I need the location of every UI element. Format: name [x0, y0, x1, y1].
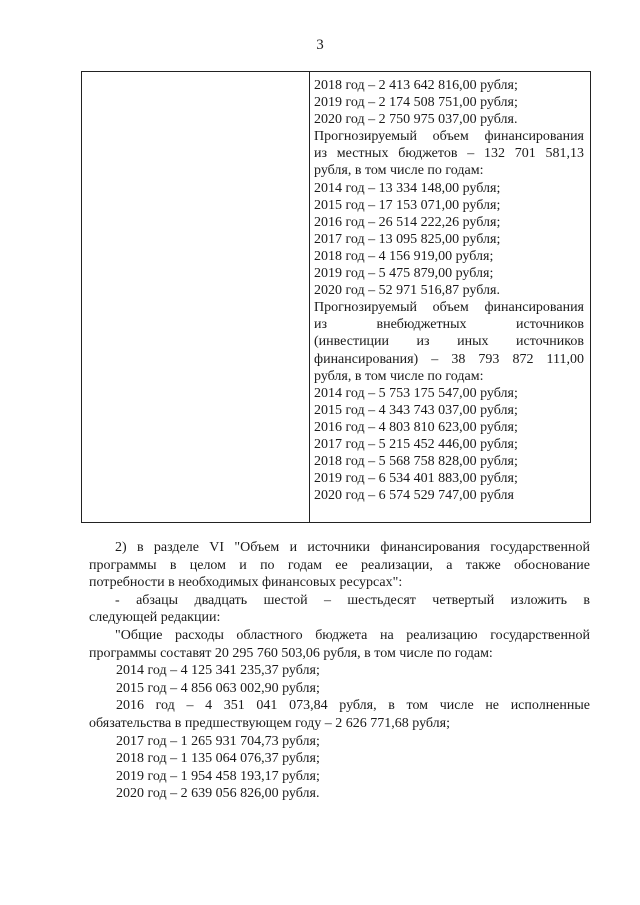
local-budget-year: 2015 год – 17 153 071,00 рубля; — [314, 197, 501, 213]
section-paragraph-line: программы в целом и по годам ее реализации, а также обоснование — [89, 557, 590, 573]
quote-paragraph-line: "Общие расходы областного бюджета на реализацию государственной — [115, 627, 590, 643]
extra-budget-year: 2015 год – 4 343 743 037,00 рубля; — [314, 402, 518, 418]
year-line: 2014 год – 4 125 341 235,37 рубля; — [116, 663, 320, 679]
extra-budget-heading: Прогнозируемый объем финансирования — [314, 300, 584, 316]
year-line: 2017 год – 1 265 931 704,73 рубля; — [116, 733, 320, 749]
bullet-paragraph-line: следующей редакции: — [89, 610, 221, 626]
year-line: 2019 год – 1 954 458 193,17 рубля; — [116, 768, 320, 784]
table-line: 2018 год – 2 413 642 816,00 рубля; — [314, 78, 518, 93]
extra-budget-heading: финансирования) – 38 793 872 111,00 — [314, 351, 584, 367]
local-budget-year: 2020 год – 52 971 516,87 рубля. — [314, 283, 500, 299]
extra-budget-heading-tail: рубля, в том числе по годам: — [314, 368, 484, 384]
extra-budget-year: 2020 год – 6 574 529 747,00 рубля — [314, 488, 514, 504]
extra-budget-year: 2019 год – 6 534 401 883,00 рубля; — [314, 471, 518, 487]
extra-budget-year: 2017 год – 5 215 452 446,00 рубля; — [314, 436, 518, 452]
local-budget-year: 2018 год – 4 156 919,00 рубля; — [314, 248, 494, 264]
extra-budget-heading: из внебюджетных источников — [314, 317, 584, 333]
table-right-cell — [314, 77, 584, 504]
table-line: 2020 год – 2 750 975 037,00 рубля. — [314, 112, 518, 128]
local-budget-heading: Прогнозируемый объем финансирования — [314, 129, 584, 145]
quote-paragraph-line: программы составят 20 295 760 503,06 рубля, в том числе по годам: — [89, 645, 493, 661]
local-budget-year: 2016 год – 26 514 222,26 рубля; — [314, 214, 501, 230]
section-paragraph-line: 2) в разделе VI "Объем и источники финансирования государственной — [115, 540, 590, 555]
extra-budget-year: 2014 год – 5 753 175 547,00 рубля; — [314, 385, 518, 401]
bullet-paragraph-line: - абзацы двадцать шестой – шестьдесят четвертый изложить в — [115, 592, 590, 608]
local-budget-year: 2014 год – 13 334 148,00 рубля; — [314, 180, 501, 196]
extra-budget-heading: (инвестиции из иных источников — [314, 334, 584, 350]
year-line: 2015 год – 4 856 063 002,90 рубля; — [116, 680, 320, 696]
local-budget-year: 2017 год – 13 095 825,00 рубля; — [314, 231, 501, 247]
year-line-continuation: обязательства в предшествующем году – 2 626 771,68 рубля; — [89, 715, 450, 731]
financing-table — [81, 71, 591, 523]
amendment-text — [89, 539, 590, 803]
local-budget-heading: из местных бюджетов – 132 701 581,13 — [314, 146, 584, 162]
local-budget-year: 2019 год – 5 475 879,00 рубля; — [314, 266, 494, 282]
table-column-divider — [309, 72, 310, 522]
year-line: 2016 год – 4 351 041 073,84 рубля, в том числе не исполненные — [116, 698, 590, 714]
table-line: 2019 год – 2 174 508 751,00 рубля; — [314, 95, 518, 111]
section-paragraph-line: потребности в необходимых финансовых ресурсах": — [89, 575, 403, 591]
extra-budget-year: 2016 год – 4 803 810 623,00 рубля; — [314, 419, 518, 435]
year-line: 2018 год – 1 135 064 076,37 рубля; — [116, 751, 320, 767]
extra-budget-year: 2018 год – 5 568 758 828,00 рубля; — [314, 454, 518, 470]
page-number: 3 — [316, 37, 324, 53]
year-line: 2020 год – 2 639 056 826,00 рубля. — [116, 786, 320, 802]
local-budget-heading-tail: рубля, в том числе по годам: — [314, 163, 484, 179]
